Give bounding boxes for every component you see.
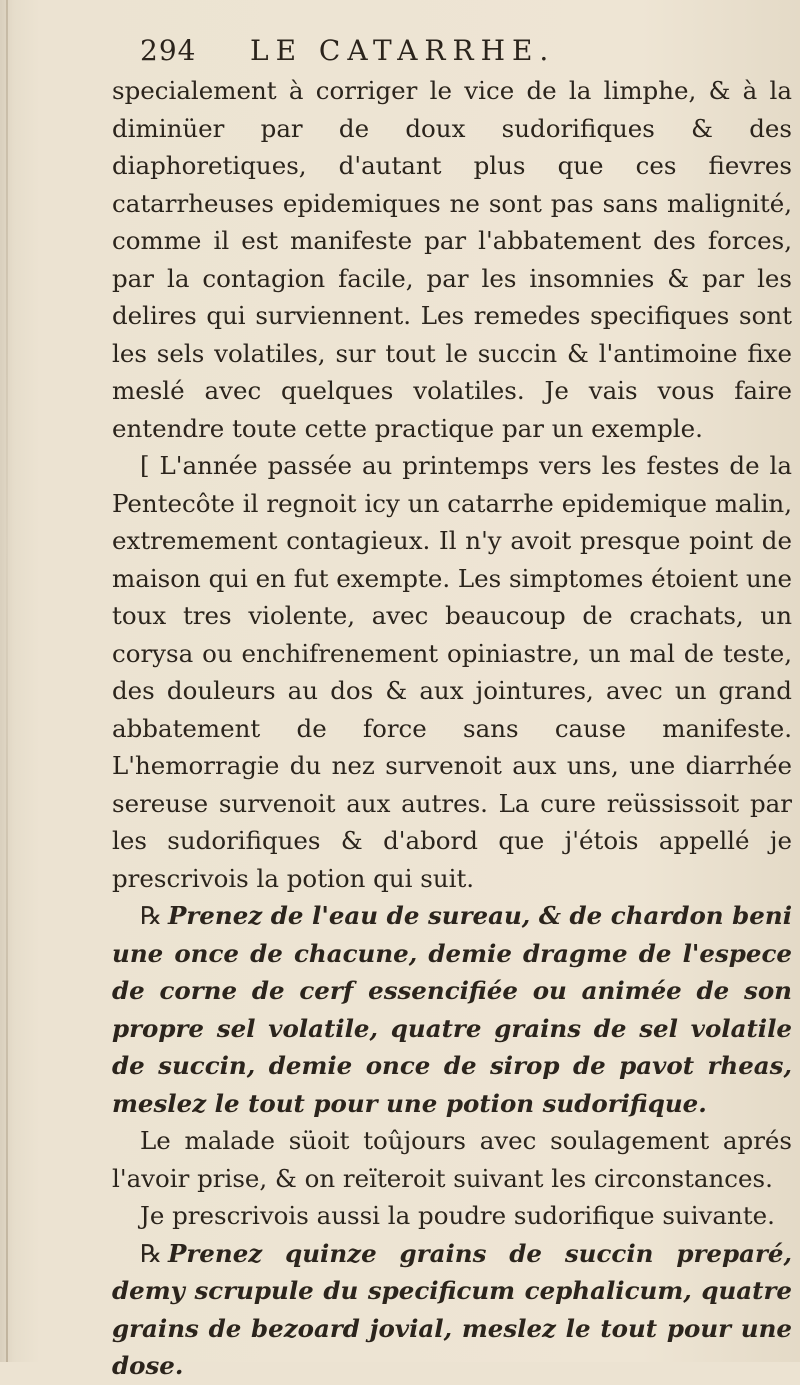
prescription-2-text: Prenez quinze grains de succin preparé, demy scrupule du specificum cephalicum, quatre grains de bezoard jovial, meslez le tout pour une dose. (112, 1238, 792, 1380)
body-text (112, 72, 792, 1385)
running-head (140, 34, 650, 74)
prescription-1 (112, 897, 792, 1122)
prescription-1-text: Prenez de l'eau de sureau, & de chardon beni une once de chacune, demie dragme de l'espece de corne de cerf essencifiée ou animée de son propre sel volatile, quatre grains de sel volatile de succin, demie once de sirop de pavot rheas, meslez le tout pour une potion sudorifique. (112, 901, 792, 1118)
paragraph-5: Je prescrivois aussi la poudre sudorifique suivante. (140, 1201, 775, 1230)
header-title: LE CATARRHE. (250, 34, 556, 67)
paragraph-1: specialement à corriger le vice de la limphe, & à la diminüer par de doux sudorifiques & des diaphoretiques, d'autant plus que ces fievres catarrheuses epidemiques ne sont pas sans malignité, comme il est manifeste par l'abbatement des forces, par la contagion facile, par les insomnies & par les delires qui surviennent. Les remedes specifiques sont les sels volatiles, sur tout le succin & l'antimoine fixe meslé avec quelques volatiles. Je vais vous faire entendre toute cette practique par un exemple. (112, 76, 792, 443)
recipe-symbol-icon: ℞ (140, 1238, 162, 1268)
page-number: 294 (140, 34, 197, 67)
recipe-symbol-icon: ℞ (140, 901, 162, 930)
page-gutter (6, 0, 8, 1362)
prescription-2 (112, 1235, 792, 1385)
paragraph-4: Le malade süoit toûjours avec soulagement aprés l'avoir prise, & on reïteroit suivant les circonstances. (112, 1126, 792, 1193)
paragraph-2: [ L'année passée au printemps vers les festes de la Pentecôte il regnoit icy un catarrhe epidemique malin, extremement contagieux. Il n'y avoit presque point de maison qui en fut exempte. Les simptomes étoient une toux tres violente, avec beaucoup de crachats, un corysa ou enchifrenement opiniastre, un mal de teste, des douleurs au dos & aux jointures, avec un grand abbatement de force sans cause manifeste. L'hemorragie du nez survenoit aux uns, une diarrhée sereuse survenoit aux autres. La cure reüssissoit par les sudorifiques & d'abord que j'étois appellé je prescrivois la potion qui suit. (112, 451, 792, 893)
